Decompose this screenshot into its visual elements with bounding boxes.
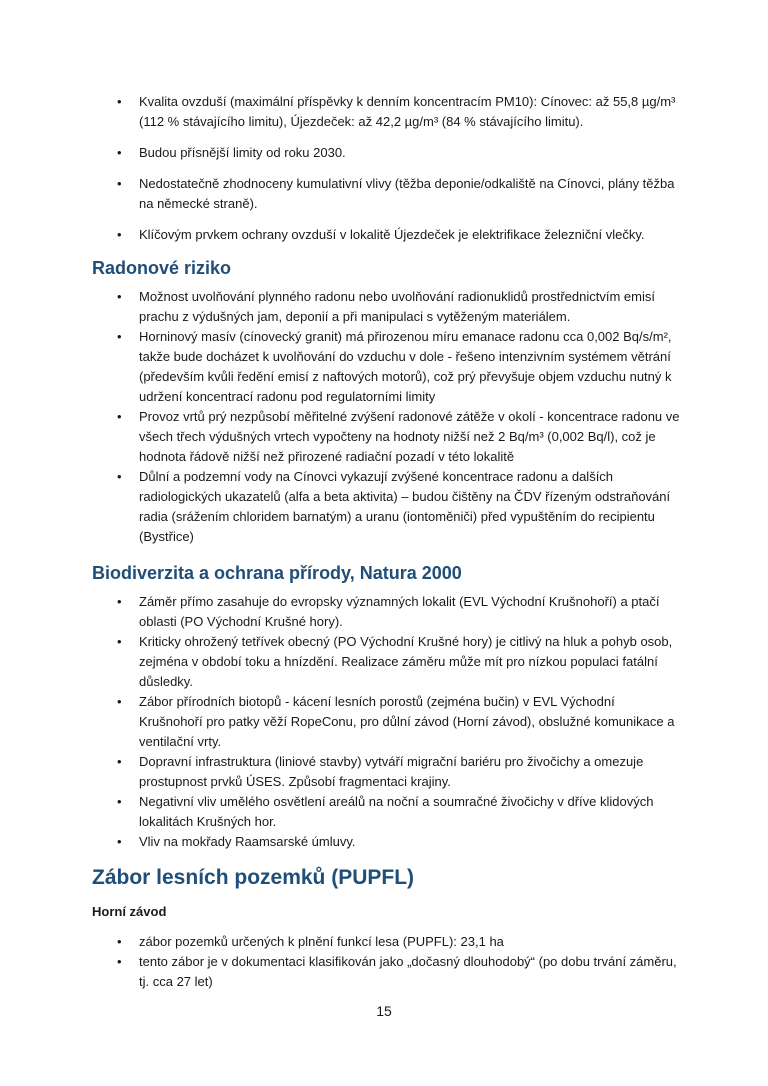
pupfl-list bbox=[111, 932, 681, 992]
list-item: • Negativní vliv umělého osvětlení areálů na noční a soumračné živočichy v dříve klidových lokalitách Krušných hor. bbox=[111, 792, 681, 832]
list-item: • zábor pozemků určených k plnění funkcí lesa (PUPFL): 23,1 ha bbox=[111, 932, 681, 952]
list-item: • Důlní a podzemní vody na Cínovci vykazují zvýšené koncentrace radonu a dalších radiologických ukazatelů (alfa a beta aktivita) – budou čištěny na ČDV řízeným odstraňování radia (srážením chloridem barnatým) a uranu (iontoměniči) před vypuštěním do recipientu (Bystřice) bbox=[111, 467, 681, 547]
page-number: 15 bbox=[376, 1003, 392, 1019]
section-heading: Radonové riziko bbox=[92, 258, 232, 278]
biodiversity-list bbox=[111, 592, 681, 852]
subheading: Horní závod bbox=[92, 904, 167, 919]
list-item: • Možnost uvolňování plynného radonu nebo uvolňování radionuklidů prostřednictvím emisí prachu z výdušných jam, deponií a při manipulaci s vytěženým materiálem. bbox=[111, 287, 681, 327]
list-item: • tento zábor je v dokumentaci klasifikován jako „dočasný dlouhodobý“ (po dobu trvání záměru, tj. cca 27 let) bbox=[111, 952, 681, 992]
list-item: • Kriticky ohrožený tetřívek obecný (PO Východní Krušné hory) je citlivý na hluk a pohyb osob, zejména v období toku a hnízdění. Realizace záměru může mít pro nízkou populaci fatální důsledky. bbox=[111, 632, 681, 692]
biodiversity-section bbox=[0, 561, 768, 852]
section-heading: Biodiverzita a ochrana přírody, Natura 2000 bbox=[92, 563, 462, 583]
list-item: • Horninový masív (cínovecký granit) má přirozenou míru emanace radonu cca 0,002 Bq/s/m², takže bude docházet k uvolňování do vzduchu v dole - řešeno intenzivním systémem větrání (především kvůli ředění emisí z naftových motorů), což prý převyšuje objem vzduchu nutný k udržení koncentrací radonu pod regulatorními limity bbox=[111, 327, 681, 407]
air-quality-list bbox=[111, 92, 681, 256]
radon-list bbox=[111, 287, 681, 547]
list-item: • Klíčovým prvkem ochrany ovzduší v lokalitě Újezdeček je elektrifikace železniční vlečky. bbox=[111, 225, 681, 245]
list-item: • Dopravní infrastruktura (liniové stavby) vytváří migrační bariéru pro živočichy a omezuje prostupnost prvků ÚSES. Způsobí fragmentaci krajiny. bbox=[111, 752, 681, 792]
list-item: • Záměr přímo zasahuje do evropsky významných lokalit (EVL Východní Krušnohoří) a ptačí oblasti (PO Východní Krušné hory). bbox=[111, 592, 681, 632]
pupfl-section bbox=[0, 864, 768, 992]
section-heading: Zábor lesních pozemků (PUPFL) bbox=[92, 866, 415, 889]
list-item: • Nedostatečně zhodnoceny kumulativní vlivy (těžba deponie/odkaliště na Cínovci, plány těžba na německé straně). bbox=[111, 174, 681, 214]
list-item: • Budou přísnější limity od roku 2030. bbox=[111, 143, 681, 163]
list-item: • Vliv na mokřady Raamsarské úmluvy. bbox=[111, 832, 681, 852]
list-item: • Kvalita ovzduší (maximální příspěvky k denním koncentracím PM10): Cínovec: až 55,8 µg/m³ (112 % stávajícího limitu), Újezdeček: až 42,2 µg/m³ (84 % stávajícího limitu). bbox=[111, 92, 681, 132]
list-item: • Zábor přírodních biotopů - kácení lesních porostů (zejména bučin) v EVL Východní Krušnohoří pro patky věží RopeConu, pro důlní závod (Horní závod), obslužné komunikace a ventilační vrty. bbox=[111, 692, 681, 752]
list-item: • Provoz vrtů prý nezpůsobí měřitelné zvýšení radonové zátěže v okolí - koncentrace radonu ve všech třech výdušných vrtech vypočteny na hodnoty nižší než 2 Bq/m³ (0,002 Bq/l), což je hodnota řádově nižší než přirozené radiační pozadí v této lokalitě bbox=[111, 407, 681, 467]
radon-section bbox=[0, 256, 768, 547]
